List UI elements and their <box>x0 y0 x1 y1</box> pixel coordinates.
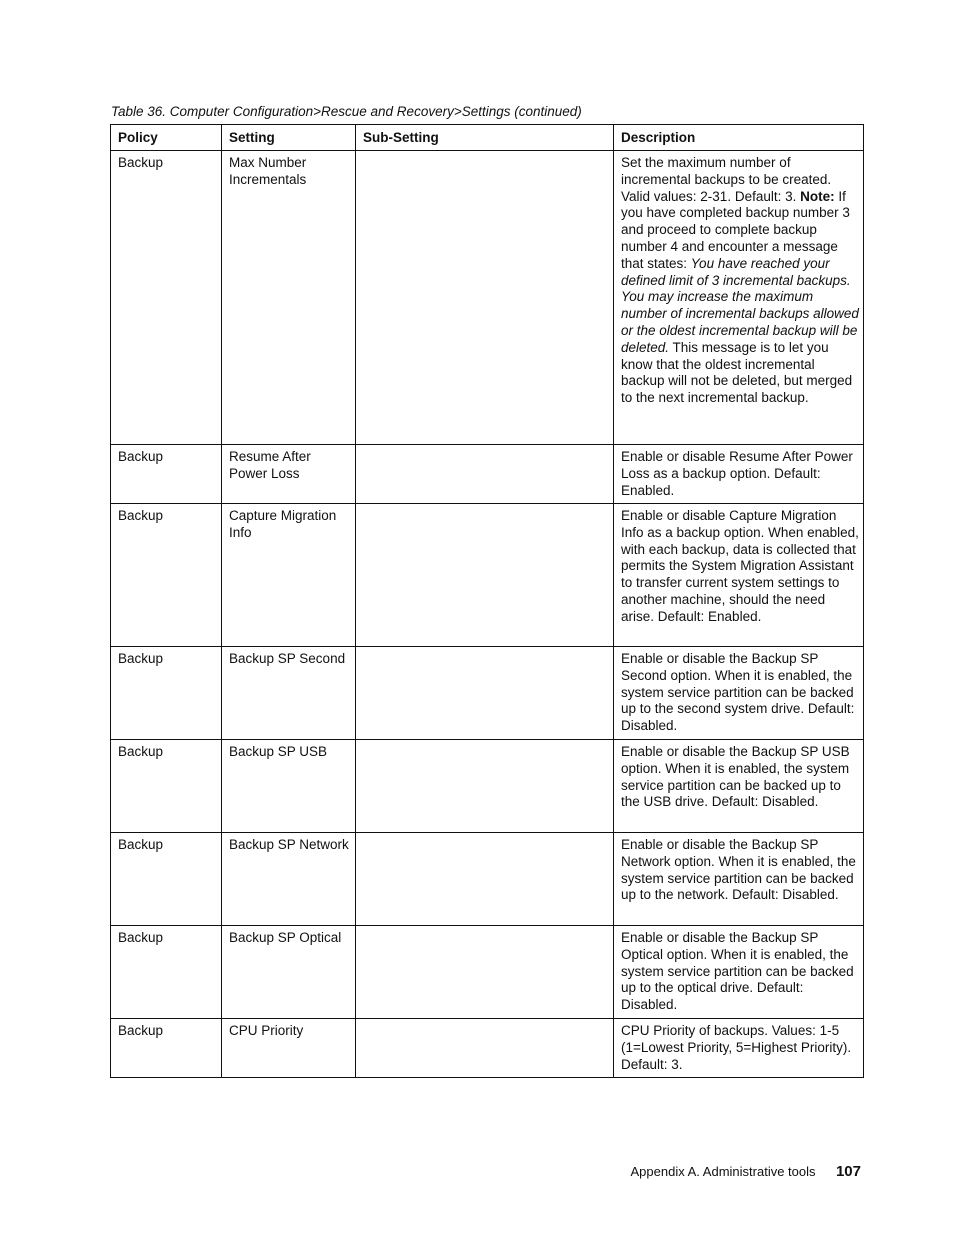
cell-setting: CPU Priority <box>222 1019 356 1078</box>
cell-sub-setting <box>356 445 614 504</box>
table-caption: Table 36. Computer Configuration>Rescue and Recovery>Settings (continued) <box>111 104 582 119</box>
cell-description: CPU Priority of backups. Values: 1-5 (1=Lowest Priority, 5=Highest Priority). Default: 3. <box>614 1019 864 1078</box>
cell-setting: Resume After Power Loss <box>222 445 356 504</box>
table-row <box>111 151 864 445</box>
cell-setting: Backup SP Network <box>222 833 356 926</box>
footer-section-label: Appendix A. Administrative tools <box>630 1164 816 1179</box>
cell-sub-setting <box>356 504 614 647</box>
header-sub-setting: Sub-Setting <box>356 125 614 151</box>
cell-description: Enable or disable Capture Migration Info as a backup option. When enabled, with each backup, data is collected that permits the System Migration Assistant to transfer current system settings to another machine, should the need arise. Default: Enabled. <box>614 504 864 647</box>
cell-policy: Backup <box>111 926 222 1019</box>
cell-policy: Backup <box>111 1019 222 1078</box>
cell-sub-setting <box>356 1019 614 1078</box>
cell-policy: Backup <box>111 833 222 926</box>
cell-policy: Backup <box>111 151 222 445</box>
cell-description: Enable or disable Resume After Power Loss as a backup option. Default: Enabled. <box>614 445 864 504</box>
cell-description: Enable or disable the Backup SP Network option. When it is enabled, the system service partition can be backed up to the network. Default: Disabled. <box>614 833 864 926</box>
note-label: Note: <box>800 188 835 204</box>
table-row <box>111 647 864 740</box>
cell-setting: Backup SP USB <box>222 740 356 833</box>
settings-table <box>110 124 864 1078</box>
cell-sub-setting <box>356 926 614 1019</box>
cell-setting: Max Number Incrementals <box>222 151 356 445</box>
cell-sub-setting <box>356 740 614 833</box>
header-policy: Policy <box>111 125 222 151</box>
cell-policy: Backup <box>111 504 222 647</box>
page-number: 107 <box>835 1163 861 1180</box>
cell-description: Enable or disable the Backup SP Second option. When it is enabled, the system service partition can be backed up to the second system drive. Default: Disabled. <box>614 647 864 740</box>
table-row <box>111 833 864 926</box>
note-end: This message is to let you know that the oldest incremental backup will not be deleted, but merged to the next incremental backup. <box>621 339 853 406</box>
header-description: Description <box>614 125 864 151</box>
cell-policy: Backup <box>111 445 222 504</box>
note-text: If you have completed backup number 3 and proceed to complete backup number 4 and encounter a message that states: <box>621 188 850 271</box>
header-setting: Setting <box>222 125 356 151</box>
cell-policy: Backup <box>111 647 222 740</box>
description-intro: Set the maximum number of incremental backups to be created. Valid values: 2-31. Default: 3. <box>621 155 832 204</box>
cell-setting: Capture Migration Info <box>222 504 356 647</box>
cell-description: Enable or disable the Backup SP USB option. When it is enabled, the system service partition can be backed up to the USB drive. Default: Disabled. <box>614 740 864 833</box>
cell-sub-setting <box>356 151 614 445</box>
cell-setting: Backup SP Second <box>222 647 356 740</box>
table-row <box>111 445 864 504</box>
table-header-row <box>111 125 864 151</box>
table-row <box>111 1019 864 1078</box>
cell-sub-setting <box>356 647 614 740</box>
page-footer <box>631 1163 861 1181</box>
cell-policy: Backup <box>111 740 222 833</box>
cell-sub-setting <box>356 833 614 926</box>
cell-description <box>614 151 864 445</box>
note-quoted-message: You have reached your defined limit of 3 incremental backups. You may increase the maximum number of incremental backups allowed or the oldest incremental backup will be deleted. <box>621 255 859 355</box>
table-row <box>111 740 864 833</box>
cell-setting: Backup SP Optical <box>222 926 356 1019</box>
table-row <box>111 504 864 647</box>
table-row <box>111 926 864 1019</box>
cell-description: Enable or disable the Backup SP Optical option. When it is enabled, the system service partition can be backed up to the optical drive. Default: Disabled. <box>614 926 864 1019</box>
